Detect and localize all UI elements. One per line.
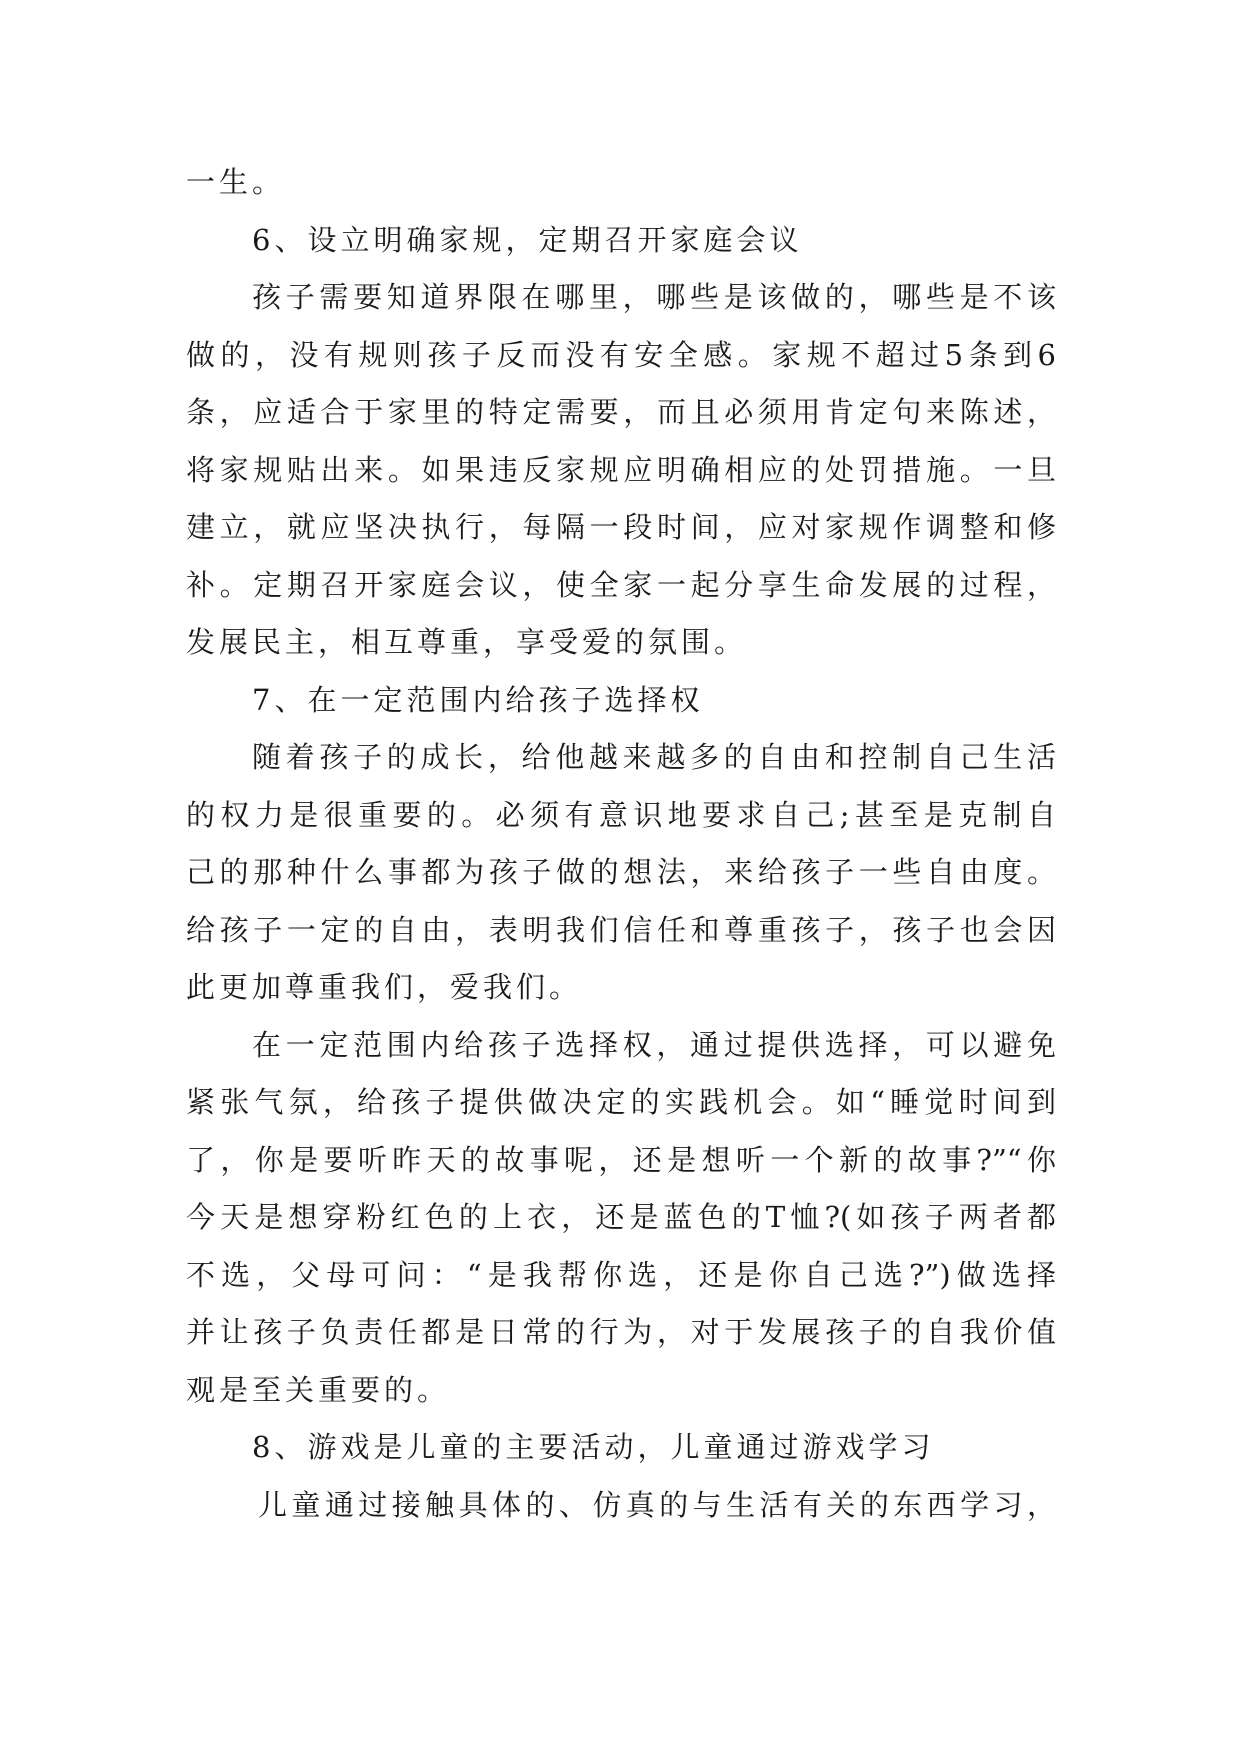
text-line: 儿童通过接触具体的、仿真的与生活有关的东西学习， — [258, 1487, 1056, 1522]
text-line: 今天是想穿粉红色的上衣，还是蓝色的T恤?(如孩子两者都 — [186, 1200, 1056, 1234]
text-line: 做的，没有规则孩子反而没有安全感。家规不超过5条到6 — [186, 337, 1056, 372]
text-line: 在一定范围内给孩子选择权，通过提供选择，可以避免 — [252, 1027, 1056, 1062]
text-line: 条，应适合于家里的特定需要，而且必须用肯定句来陈述， — [186, 395, 1056, 429]
text-line: 了，你是要听昨天的故事呢，还是想听一个新的故事?”“你 — [186, 1142, 1056, 1177]
section-heading: 6、设立明确家规，定期召开家庭会议 — [252, 222, 803, 257]
text-line: 不选，父母可问：“是我帮你选，还是你自己选?”)做选择 — [186, 1257, 1056, 1292]
text-line: 补。定期召开家庭会议，使全家一起分享生命发展的过程， — [186, 567, 1056, 602]
text-line: 此更加尊重我们，爱我们。 — [186, 970, 583, 1004]
text-line: 一生。 — [186, 165, 286, 199]
section-heading: 8、游戏是儿童的主要活动，儿童通过游戏学习 — [252, 1430, 935, 1464]
text-line: 紧张气氛，给孩子提供做决定的实践机会。如“睡觉时间到 — [186, 1085, 1056, 1119]
text-line: 并让孩子负责任都是日常的行为，对于发展孩子的自我价值 — [186, 1315, 1056, 1349]
text-line: 发展民主，相互尊重，享受爱的氛围。 — [186, 625, 748, 659]
text-line: 给孩子一定的自由，表明我们信任和尊重孩子，孩子也会因 — [186, 912, 1056, 947]
text-line: 的权力是很重要的。必须有意识地要求自己;甚至是克制自 — [186, 797, 1056, 832]
text-line: 将家规贴出来。如果违反家规应明确相应的处罚措施。一旦 — [186, 452, 1056, 487]
section-heading: 7、在一定范围内给孩子选择权 — [252, 682, 704, 717]
document-body — [186, 154, 1056, 1534]
text-line: 建立，就应坚决执行，每隔一段时间，应对家规作调整和修 — [186, 510, 1056, 544]
text-line: 己的那种什么事都为孩子做的想法，来给孩子一些自由度。 — [186, 855, 1056, 889]
text-line: 随着孩子的成长，给他越来越多的自由和控制自己生活 — [252, 740, 1056, 774]
text-line: 孩子需要知道界限在哪里，哪些是该做的，哪些是不该 — [252, 280, 1056, 314]
text-line: 观是至关重要的。 — [186, 1372, 451, 1407]
